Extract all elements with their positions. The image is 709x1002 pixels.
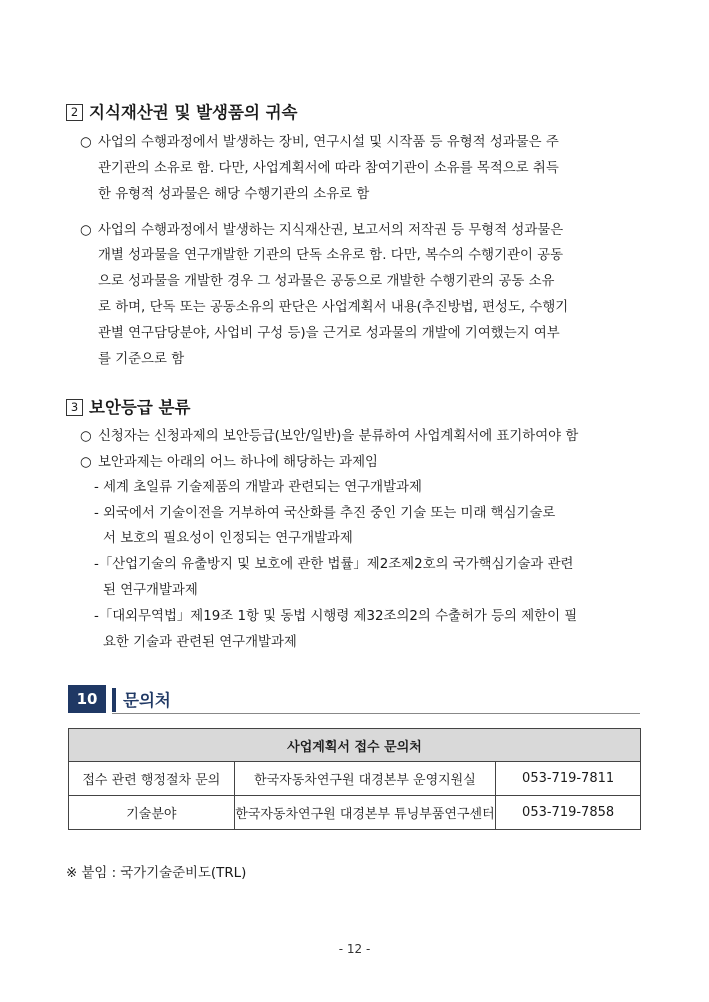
bullet-circle-icon: ○ bbox=[80, 223, 92, 238]
section-2-number: 2 bbox=[66, 104, 83, 121]
section-10-title: 문의처 bbox=[123, 691, 171, 710]
bullet-circle-icon: ○ bbox=[80, 455, 92, 470]
section-3-dash-4-line-2: 요한 기술과 관련된 연구개발과제 bbox=[103, 635, 297, 650]
section-2-title: 지식재산권 및 발생품의 귀속 bbox=[89, 103, 298, 122]
section-2-bullet-2-line-6: 를 기준으로 함 bbox=[98, 352, 185, 367]
section-3-heading bbox=[66, 394, 190, 418]
table-cell-phone: 053-719-7811 bbox=[496, 762, 641, 796]
bullet-circle-icon: ○ bbox=[80, 429, 92, 444]
section-3-dash-3-line-1: -「산업기술의 유출방지 및 보호에 관한 법률」제2조제2호의 국가핵심기술과 관련 bbox=[94, 557, 574, 572]
table-cell-phone: 053-719-7858 bbox=[496, 796, 641, 830]
section-3-dash-2-line-2: 서 보호의 필요성이 인정되는 연구개발과제 bbox=[103, 531, 353, 546]
section-3-bullet-2: ○ 보안과제는 아래의 어느 하나에 해당하는 과제임 bbox=[80, 455, 378, 470]
section-3-dash-1: - 세계 초일류 기술제품의 개발과 관련되는 연구개발과제 bbox=[94, 480, 422, 495]
section-3-bullet-1: ○ 신청자는 신청과제의 보안등급(보안/일반)을 분류하여 사업계획서에 표기하여야 함 bbox=[80, 429, 579, 444]
section-2-bullet-1-line-2: 관기관의 소유로 함. 다만, 사업계획서에 따라 참여기관이 소유를 목적으로 취득 bbox=[98, 161, 559, 176]
section-3-number: 3 bbox=[66, 399, 83, 416]
section-2-heading bbox=[66, 99, 298, 123]
bullet-circle-icon: ○ bbox=[80, 135, 92, 150]
table-row bbox=[69, 796, 641, 830]
section-2-bullet-2-line-4: 로 하며, 단독 또는 공동소유의 판단은 사업계획서 내용(추진방법, 편성도, 수행기 bbox=[98, 300, 569, 315]
section-10-underline bbox=[112, 713, 640, 714]
attachment-note: ※ 붙임 : 국가기술준비도(TRL) bbox=[66, 866, 247, 881]
table-cell-org: 한국자동차연구원 대경본부 운영지원실 bbox=[234, 762, 496, 796]
section-2-bullet-2-line-2: 개별 성과물을 연구개발한 기관의 단독 소유로 함. 다만, 복수의 수행기관이 공동 bbox=[98, 248, 564, 263]
section-10-number-badge: 10 bbox=[68, 685, 106, 713]
section-10-accent-bar bbox=[112, 688, 116, 712]
section-3-dash-2-line-1: - 외국에서 기술이전을 거부하여 국산화를 추진 중인 기술 또는 미래 핵심기술로 bbox=[94, 506, 556, 521]
section-2-bullet-2-line-1: ○ 사업의 수행과정에서 발생하는 지식재산권, 보고서의 저작권 등 무형적 성과물은 bbox=[80, 223, 564, 238]
section-3-dash-3-line-2: 된 연구개발과제 bbox=[103, 583, 198, 598]
table-cell-field: 접수 관련 행정절차 문의 bbox=[69, 762, 235, 796]
section-2-bullet-2-line-3: 으로 성과물을 개발한 경우 그 성과물은 공동으로 개발한 수행기관의 공동 소유 bbox=[98, 274, 555, 289]
section-3-dash-4-line-1: -「대외무역법」제19조 1항 및 동법 시행령 제32조의2의 수출허가 등의 제한이 필 bbox=[94, 609, 578, 624]
section-3-title: 보안등급 분류 bbox=[89, 398, 191, 417]
page-number: - 12 - bbox=[338, 942, 371, 956]
table-cell-org: 한국자동차연구원 대경본부 튜닝부품연구센터 bbox=[234, 796, 496, 830]
table-cell-field: 기술분야 bbox=[69, 796, 235, 830]
section-2-bullet-2-line-5: 관별 연구담당분야, 사업비 구성 등)을 근거로 성과물의 개발에 기여했는지 여부 bbox=[98, 326, 560, 341]
table-header: 사업계획서 접수 문의처 bbox=[69, 729, 641, 762]
table-row bbox=[69, 762, 641, 796]
section-2-bullet-1-line-1: ○ 사업의 수행과정에서 발생하는 장비, 연구시설 및 시작품 등 유형적 성과물은 주 bbox=[80, 135, 559, 150]
section-2-bullet-1-line-3: 한 유형적 성과물은 해당 수행기관의 소유로 함 bbox=[98, 187, 370, 202]
table-header-row bbox=[69, 729, 641, 762]
contact-table bbox=[68, 728, 641, 830]
